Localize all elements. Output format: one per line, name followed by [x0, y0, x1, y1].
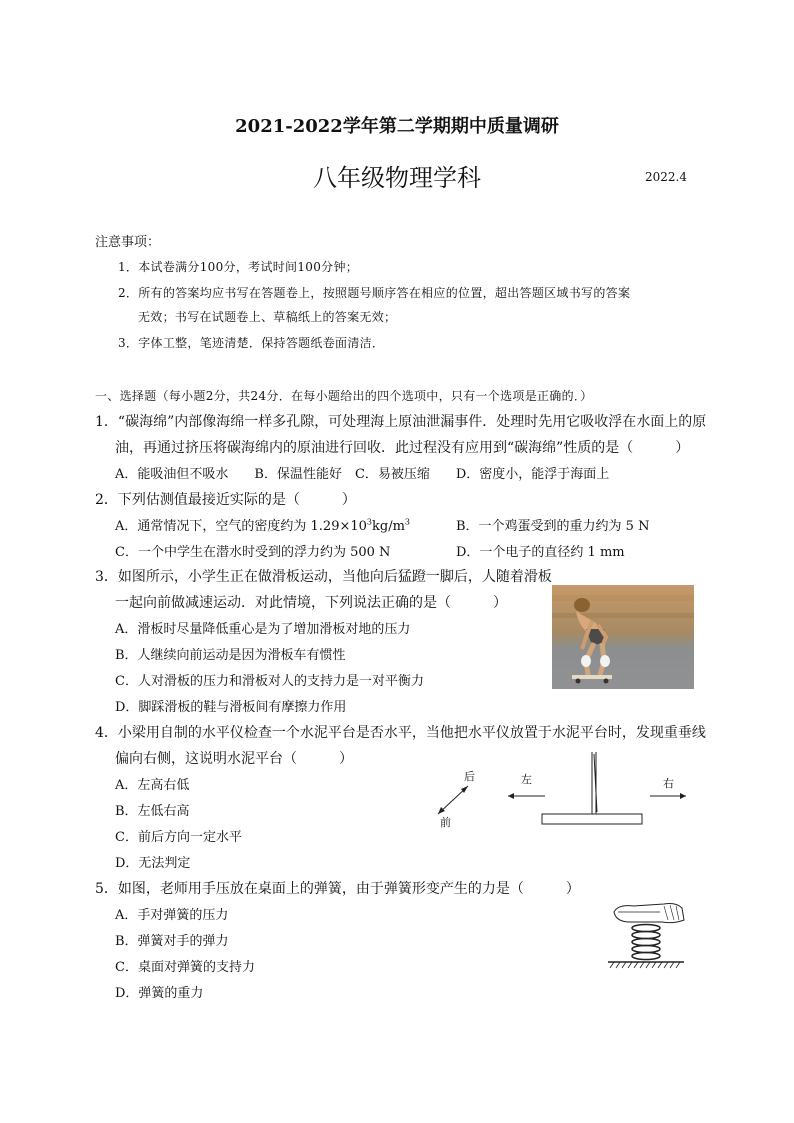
note-item-2-cont: 无效；书写在试题卷上、草稿纸上的答案无效； — [138, 310, 397, 324]
hand-icon — [614, 904, 684, 923]
q4-stem-line2: 偏向右侧，这说明水泥平台（ ） — [115, 751, 353, 767]
skateboarder-image — [552, 585, 694, 689]
q2-option-c: C．一个中学生在潜水时受到的浮力约为 500 N — [115, 545, 391, 560]
q3-stem-line1: 3．如图所示，小学生正在做滑板运动，当他向后猛蹬一脚后，人随着滑板 — [95, 569, 552, 585]
label-right: 右 — [663, 777, 674, 790]
spring-diagram — [604, 898, 688, 978]
label-front: 前 — [440, 816, 451, 829]
note-item-1: 1．本试卷满分100分，考试时间100分钟； — [118, 260, 359, 274]
q3-option-a: A．滑板时尽量降低重心是为了增加滑板对地的压力 — [115, 622, 411, 637]
q5-option-d: D．弹簧的重力 — [115, 986, 204, 1001]
label-back: 后 — [464, 770, 475, 783]
q3-option-d: D．脚踩滑板的鞋与滑板间有摩擦力作用 — [115, 700, 347, 715]
q5-option-c: C．桌面对弹簧的支持力 — [115, 960, 255, 975]
exam-subject: 八年级物理学科 — [313, 164, 481, 192]
note-item-2: 2．所有的答案均应书写在答题卷上，按照题号顺序答在相应的位置，超出答题区域书写的答案 — [118, 286, 631, 300]
skateboard-photo — [552, 585, 694, 689]
q5-option-a: A．手对弹簧的压力 — [115, 908, 229, 923]
q4-option-c: C．前后方向一定水平 — [115, 830, 242, 845]
exam-title: 2021-2022学年第二学期期中质量调研 — [235, 116, 559, 137]
spring-icon — [632, 925, 660, 960]
q1-options: A．能吸油但不吸水 B．保温性能好 C．易被压缩 D．密度小，能浮于海面上 — [115, 467, 610, 482]
q4-stem-line1: 4．小梁用自制的水平仪检查一个水泥平台是否水平，当他把水平仪放置于水泥平台时，发现重垂线 — [95, 725, 706, 741]
q5-option-b: B．弹簧对手的弹力 — [115, 934, 229, 949]
level-diagram — [430, 748, 700, 830]
q3-stem-line2: 一起向前做减速运动．对此情境，下列说法正确的是（ ） — [115, 595, 507, 611]
q2-option-a: A．通常情况下，空气的密度约为 $1.29\times 10^3kg/m^3$ — [115, 517, 410, 534]
q1-stem-line2: 油，再通过挤压将碳海绵内的原油进行回收．此过程没有应用到“碳海绵”性质的是（ ） — [115, 440, 690, 456]
q3-option-c: C．人对滑板的压力和滑板对人的支持力是一对平衡力 — [115, 674, 424, 689]
note-item-3: 3．字体工整，笔迹清楚．保持答题纸卷面清洁． — [118, 336, 385, 350]
exam-date: 2022.4 — [645, 170, 687, 184]
notes-heading: 注意事项： — [95, 235, 161, 250]
q2-stem: 2．下列估测值最接近实际的是（ ） — [95, 492, 356, 508]
q1-stem-line1: 1．“碳海绵”内部像海绵一样多孔隙，可处理海上原油泄漏事件．处理时先用它吸收浮在水面上的原 — [95, 414, 707, 430]
q4-option-d: D．无法判定 — [115, 856, 191, 871]
q4-option-a: A．左高右低 — [115, 778, 190, 793]
q5-stem: 5．如图，老师用手压放在桌面上的弹簧，由于弹簧形变产生的力是（ ） — [95, 881, 580, 897]
label-left: 左 — [521, 773, 532, 786]
q4-option-b: B．左低右高 — [115, 804, 190, 819]
section-heading: 一、选择题（每小题2分，共24分．在每小题给出的四个选项中，只有一个选项是正确的．） — [95, 389, 593, 403]
arrow-left-icon — [508, 793, 514, 799]
platform — [542, 814, 642, 824]
arrow-right-icon — [680, 793, 686, 799]
q3-option-b: B．人继续向前运动是因为滑板车有惯性 — [115, 648, 346, 663]
q2-option-d: D．一个电子的直径约 1 mm — [456, 545, 625, 560]
q2-option-b: B．一个鸡蛋受到的重力约为 5 N — [456, 519, 650, 534]
